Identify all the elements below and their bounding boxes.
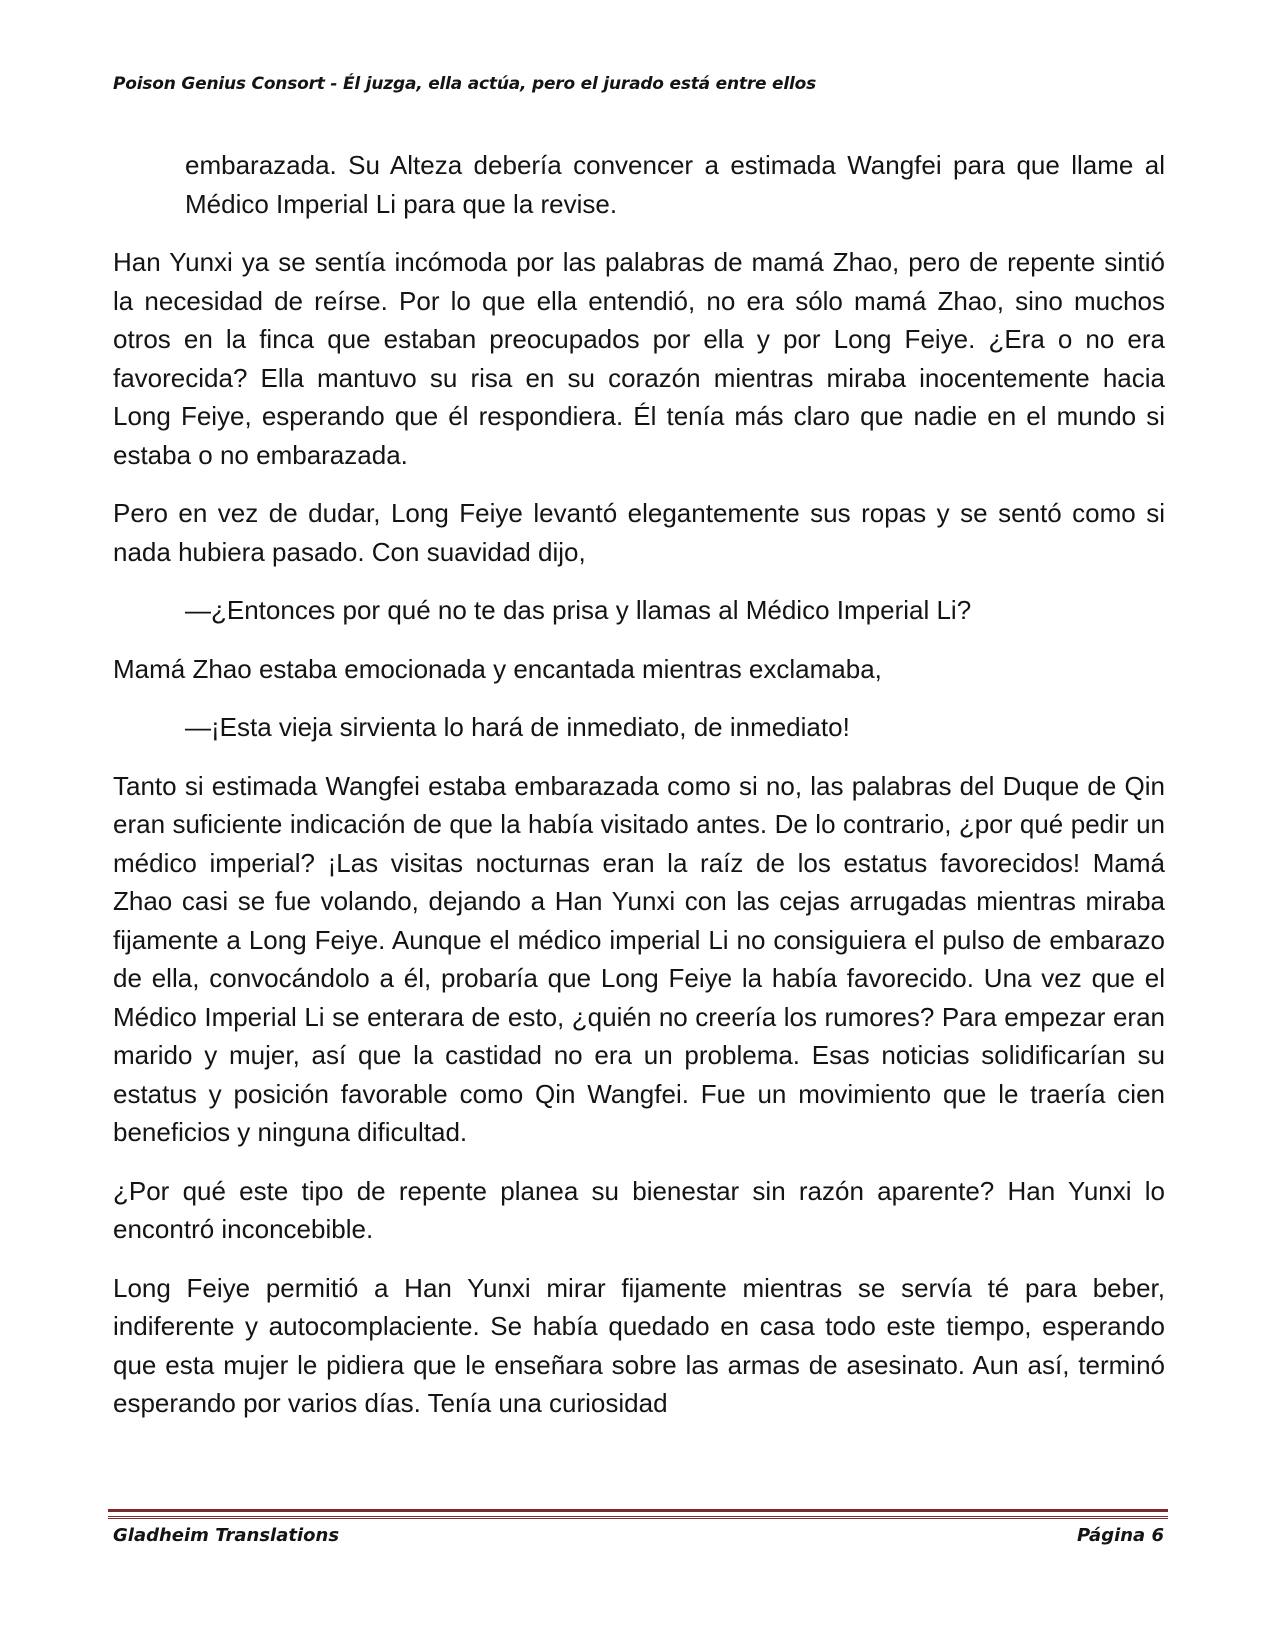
footer-rule [108,1509,1168,1517]
footer-rule-thin [108,1518,1168,1519]
paragraph-7: Tanto si estimada Wangfei estaba embarazada como si no, las palabras del Duque de Qin eran suficiente indicación de que la había visitado antes. De lo contrario, ¿por qué pedir un médico imperial? ¡Las visitas nocturnas eran la raíz de los estatus favorecidos! Mamá Zhao casi se fue volando, dejando a Han Yunxi con las cejas arrugadas mientras miraba fijamente a Long Feiye. Aunque el médico imperial Li no consiguiera el pulso de embarazo de ella, convocándolo a él, probaría que Long Feiye la había favorecido. Una vez que el Médico Imperial Li se enterara de esto, ¿quién no creería los rumores? Para empezar eran marido y mujer, así que la castidad no era un problema. Esas noticias solidificarían su estatus y posición favorable como Qin Wangfei. Fue un movimiento que le traería cien beneficios y ninguna dificultad. [113,770,1165,1147]
footer-publisher: Gladheim Translations [113,1525,340,1546]
running-header: Poison Genius Consort - Él juzga, ella actúa, pero el jurado está entre ellos [113,74,817,94]
paragraph-2: Han Yunxi ya se sentía incómoda por las palabras de mamá Zhao, pero de repente sintió la necesidad de reírse. Por lo que ella entendió, no era sólo mamá Zhao, sino muchos otros en la finca que estaban preocupados por ella y por Long Feiye. ¿Era o no era favorecida? Ella mantuvo su risa en su corazón mientras miraba inocentemente hacia Long Feiye, esperando que él respondiera. Él tenía más claro que nadie en el mundo si estaba o no embarazada. [113,247,1165,470]
paragraph-8: ¿Por qué este tipo de repente planea su bienestar sin razón aparente? Han Yunxi lo encontró inconcebible. [113,1175,1165,1244]
footer-page-number: Página 6 [1077,1525,1164,1546]
body-text [113,146,1165,1443]
paragraph-9: Long Feiye permitió a Han Yunxi mirar fijamente mientras se servía té para beber, indiferente y autocomplaciente. Se había quedado en casa todo este tiempo, esperando que esta mujer le pidiera que le enseñara sobre las armas de asesinato. Aun así, terminó esperando por varios días. Tenía una curiosidad [113,1272,1165,1418]
paragraph-4-dialogue: —¿Entonces por qué no te das prisa y llamas al Médico Imperial Li? [185,595,972,625]
paragraph-3: Pero en vez de dudar, Long Feiye levantó elegantemente sus ropas y se sentó como si nada hubiera pasado. Con suavidad dijo, [113,498,1165,567]
paragraph-1: embarazada. Su Alteza debería convencer a estimada Wangfei para que llame al Médico Imperial Li para que la revise. [185,150,1165,219]
paragraph-6-dialogue: —¡Esta vieja sirvienta lo hará de inmediato, de inmediato! [185,712,850,742]
paragraph-5: Mamá Zhao estaba emocionada y encantada mientras exclamaba, [113,653,882,684]
